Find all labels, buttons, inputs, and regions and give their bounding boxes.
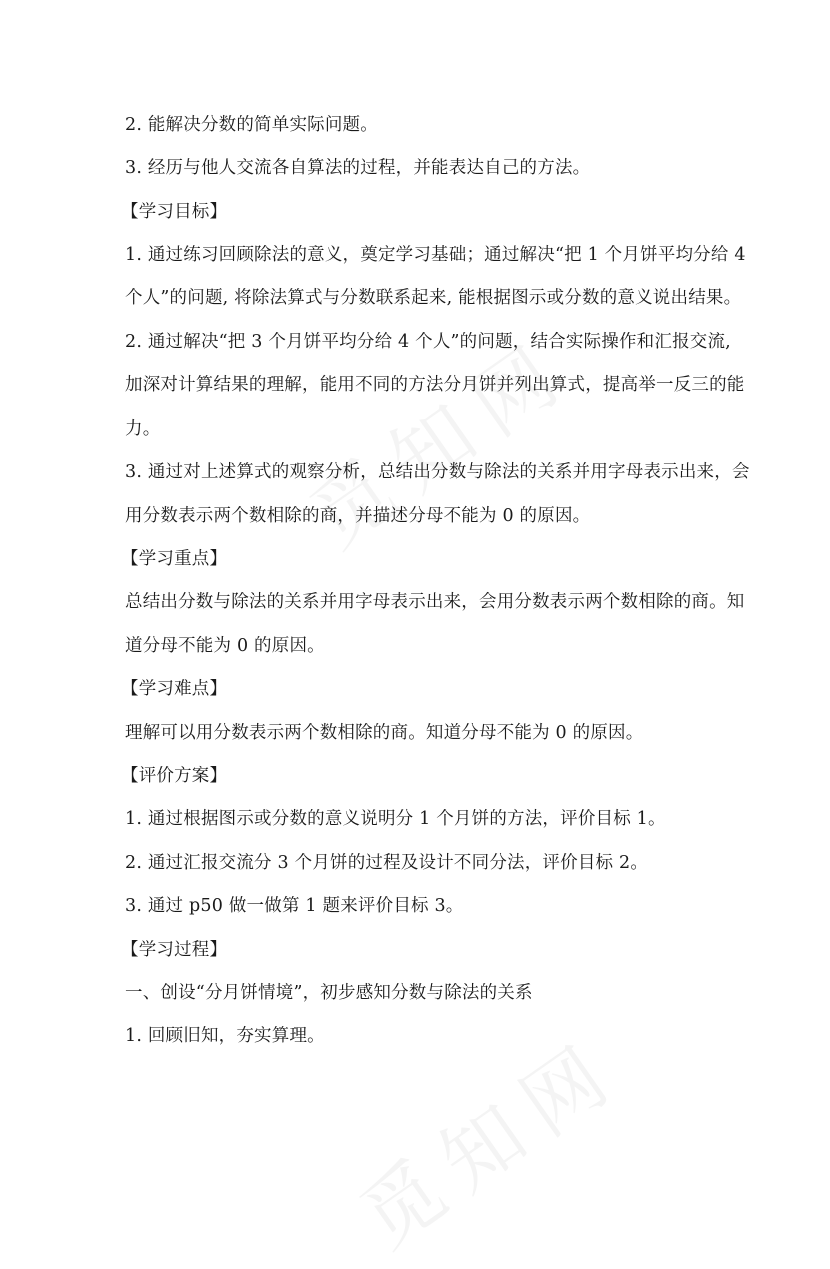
paragraph-line: 1. 通过根据图示或分数的意义说明分 1 个月饼的方法，评价目标 1。 [125, 809, 666, 829]
paragraph-line: 3. 通过 p50 做一做第 1 题来评价目标 3。 [125, 896, 464, 916]
paragraph-line: 总结出分数与除法的关系并用字母表示出来，会用分数表示两个数相除的商。知 [125, 592, 745, 612]
paragraph-line: 理解可以用分数表示两个数相除的商。知道分母不能为 0 的原因。 [125, 723, 644, 743]
paragraph-line: 2. 能解决分数的简单实际问题。 [125, 115, 378, 135]
paragraph-line: 3. 通过对上述算式的观察分析，总结出分数与除法的关系并用字母表示出来，会 [125, 462, 750, 482]
paragraph-line: 1. 通过练习回顾除法的意义，奠定学习基础；通过解决“把 1 个月饼平均分给 4 [125, 245, 746, 265]
paragraph-line: 道分母不能为 0 的原因。 [125, 636, 325, 656]
section-heading: 【学习过程】 [121, 940, 228, 960]
paragraph-line: 用分数表示两个数相除的商，并描述分母不能为 0 的原因。 [125, 506, 591, 526]
section-heading: 【学习难点】 [121, 679, 228, 699]
paragraph-line: 2. 通过解决“把 3 个月饼平均分给 4 个人”的问题，结合实际操作和汇报交流, [125, 332, 731, 352]
paragraph-line: 3. 经历与他人交流各自算法的过程，并能表达自己的方法。 [125, 158, 591, 178]
section-heading: 【学习目标】 [121, 202, 228, 222]
section-heading: 【评价方案】 [121, 766, 228, 786]
paragraph-line: 2. 通过汇报交流分 3 个月饼的过程及设计不同分法，评价目标 2。 [125, 853, 649, 873]
paragraph-line: 个人”的问题, 将除法算式与分数联系起来, 能根据图示或分数的意义说出结果。 [125, 288, 742, 308]
section-heading: 【学习重点】 [121, 549, 228, 569]
paragraph-line: 力。 [125, 419, 161, 439]
paragraph-line: 1. 回顾旧知，夯实算理。 [125, 1026, 325, 1046]
paragraph-line: 加深对计算结果的理解，能用不同的方法分月饼并列出算式，提高举一反三的能 [125, 375, 745, 395]
section-subheading: 一、创设“分月饼情境”，初步感知分数与除法的关系 [125, 983, 533, 1003]
